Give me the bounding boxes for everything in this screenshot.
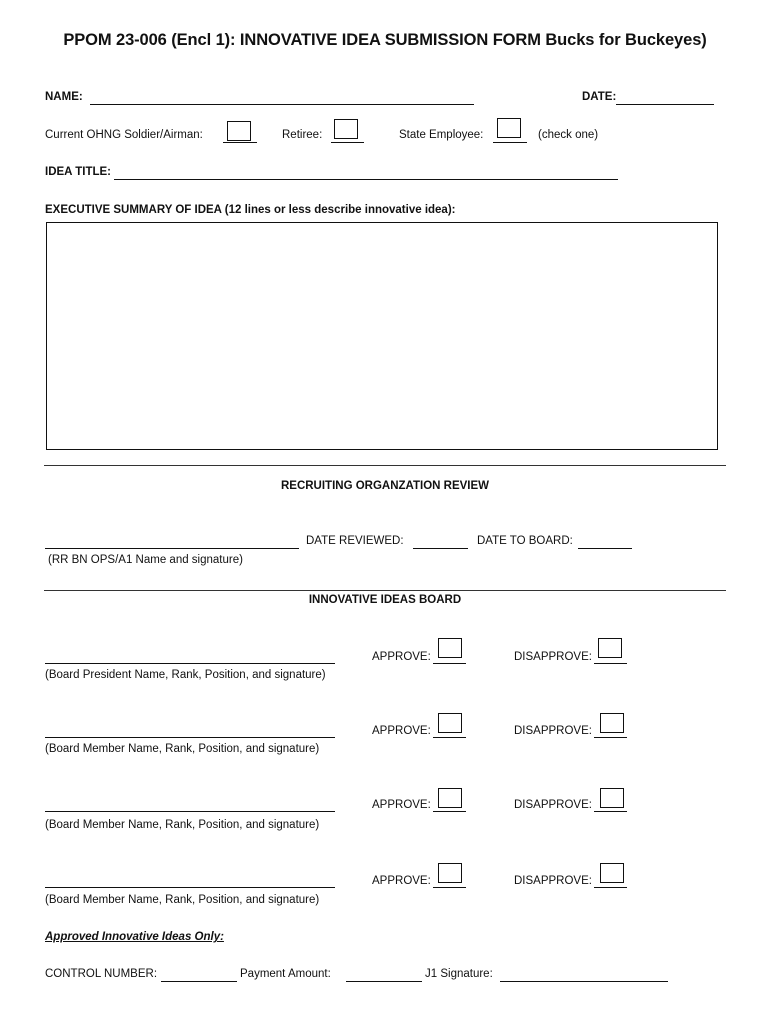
- payment-amount-field[interactable]: [346, 970, 422, 982]
- date-field[interactable]: [616, 93, 714, 105]
- name-label: NAME:: [45, 91, 83, 103]
- approve-checkbox[interactable]: [438, 788, 462, 808]
- board-signature-line[interactable]: [45, 726, 335, 738]
- name-field[interactable]: [90, 93, 474, 105]
- page-title: PPOM 23-006 (Encl 1): INNOVATIVE IDEA SUBMISSION FORM Bucks for Buckeyes): [63, 31, 707, 49]
- disapprove-label: DISAPPROVE:: [514, 799, 592, 811]
- board-row-caption: (Board Member Name, Rank, Position, and signature): [45, 894, 320, 906]
- soldier-label: Current OHNG Soldier/Airman:: [45, 129, 203, 141]
- control-number-field[interactable]: [161, 970, 237, 982]
- date-to-board-label: DATE TO BOARD:: [477, 535, 573, 547]
- disapprove-label: DISAPPROVE:: [514, 725, 592, 737]
- approve-checkbox[interactable]: [438, 863, 462, 883]
- j1-signature-label: J1 Signature:: [425, 968, 493, 980]
- payment-amount-label: Payment Amount:: [240, 968, 331, 980]
- section-divider: [44, 590, 726, 591]
- section-divider: [44, 465, 726, 466]
- date-to-board-field[interactable]: [578, 537, 632, 549]
- soldier-checkbox[interactable]: [227, 121, 251, 141]
- board-heading: INNOVATIVE IDEAS BOARD: [308, 594, 462, 606]
- approve-label: APPROVE:: [372, 875, 431, 887]
- approve-label: APPROVE:: [372, 651, 431, 663]
- idea-title-field[interactable]: [114, 168, 618, 180]
- retiree-label: Retiree:: [282, 129, 323, 141]
- recruiting-signature-caption: (RR BN OPS/A1 Name and signature): [48, 554, 243, 566]
- j1-signature-field[interactable]: [500, 970, 668, 982]
- board-signature-line[interactable]: [45, 652, 335, 664]
- approved-heading: Approved Innovative Ideas Only:: [45, 931, 224, 943]
- board-row-caption: (Board Member Name, Rank, Position, and signature): [45, 743, 320, 755]
- disapprove-checkbox[interactable]: [600, 788, 624, 808]
- approve-label: APPROVE:: [372, 725, 431, 737]
- board-signature-line[interactable]: [45, 800, 335, 812]
- retiree-checkbox[interactable]: [334, 119, 358, 139]
- state-employee-label: State Employee:: [399, 129, 484, 141]
- approve-label: APPROVE:: [372, 799, 431, 811]
- check-one-note: (check one): [538, 129, 599, 141]
- approve-checkbox[interactable]: [438, 713, 462, 733]
- recruiting-heading: RECRUITING ORGANZATION REVIEW: [280, 480, 490, 492]
- summary-label: EXECUTIVE SUMMARY OF IDEA (12 lines or less describe innovative idea):: [45, 204, 456, 216]
- disapprove-checkbox[interactable]: [600, 863, 624, 883]
- disapprove-checkbox[interactable]: [600, 713, 624, 733]
- board-row-caption: (Board President Name, Rank, Position, and signature): [45, 669, 326, 681]
- date-reviewed-label: DATE REVIEWED:: [306, 535, 404, 547]
- recruiting-signature-line[interactable]: [45, 537, 299, 549]
- state-employee-checkbox[interactable]: [497, 118, 521, 138]
- disapprove-checkbox[interactable]: [598, 638, 622, 658]
- board-signature-line[interactable]: [45, 876, 335, 888]
- idea-title-label: IDEA TITLE:: [45, 166, 112, 178]
- control-number-label: CONTROL NUMBER:: [45, 968, 158, 980]
- disapprove-label: DISAPPROVE:: [514, 875, 592, 887]
- date-reviewed-field[interactable]: [413, 537, 468, 549]
- disapprove-label: DISAPPROVE:: [514, 651, 592, 663]
- executive-summary-box[interactable]: [46, 222, 718, 450]
- board-row-caption: (Board Member Name, Rank, Position, and signature): [45, 819, 320, 831]
- approve-checkbox[interactable]: [438, 638, 462, 658]
- date-label: DATE:: [582, 91, 617, 103]
